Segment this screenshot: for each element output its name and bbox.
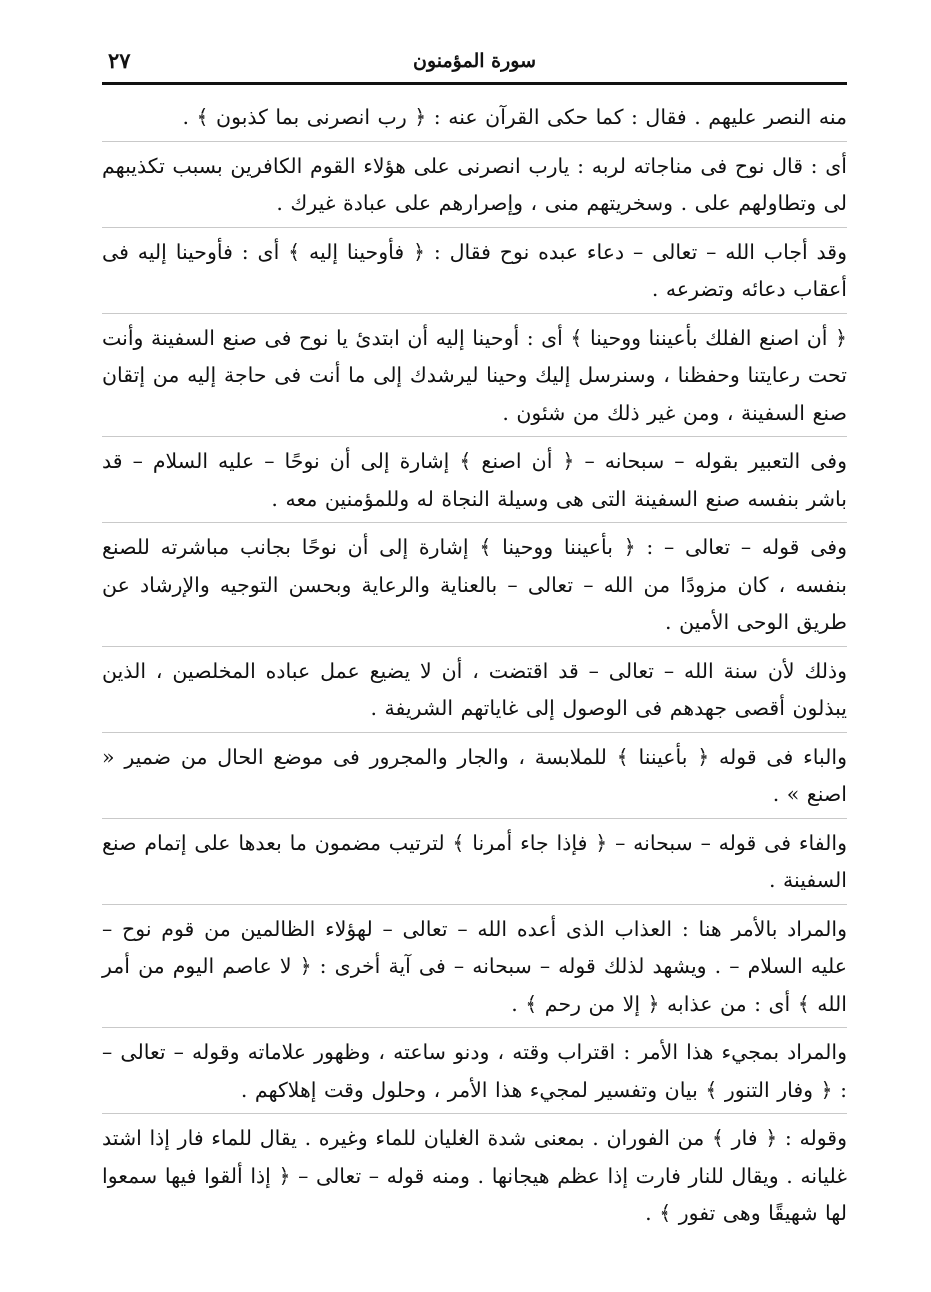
book-page (102, 40, 847, 1260)
page-header (102, 40, 847, 85)
paragraph: والمراد بمجيء هذا الأمر : اقتراب وقته ، ودنو ساعته ، وظهور علاماته وقوله – تعالى – : ﴿ وفار التنور ﴾ بيان وتفسير لمجيء هذا الأمر ، وحلول وقت إهلاكهم . (102, 1034, 847, 1114)
paragraph: منه النصر عليهم . فقال : كما حكى القرآن عنه : ﴿ رب انصرنى بما كذبون ﴾ . (102, 99, 847, 142)
paragraph: والباء فى قوله ﴿ بأعيننا ﴾ للملابسة ، والجار والمجرور فى موضع الحال من ضمير « اصنع » . (102, 739, 847, 819)
page-number: ٢٧ (108, 48, 131, 73)
paragraph: وقوله : ﴿ فار ﴾ من الفوران . بمعنى شدة الغليان للماء وغيره . يقال للماء فار إذا اشتد غليانه . ويقال للنار فارت إذا عظم هيجانها . ومنه قوله – تعالى – ﴿ إذا ألقوا فيها سمعوا لها شهيقًا وهى تفور ﴾ . (102, 1126, 847, 1225)
paragraph: ﴿ أن اصنع الفلك بأعيننا ووحينا ﴾ أى : أوحينا إليه أن ابتدئ يا نوح فى صنع السفينة وأنت تحت رعايتنا وحفظنا ، وسنرسل إليك وحينا ليرشدك إلى ما أنت فى حاجة إليه من إتقان صنع السفينة ، ومن غير ذلك من شئون . (102, 320, 847, 438)
paragraph: وذلك لأن سنة الله – تعالى – قد اقتضت ، أن لا يضيع عمل عباده المخلصين ، الذين يبذلون أقصى جهدهم فى الوصول إلى غاياتهم الشريفة . (102, 653, 847, 733)
paragraph: وفى التعبير بقوله – سبحانه – ﴿ أن اصنع ﴾ إشارة إلى أن نوحًا – عليه السلام – قد باشر بنفسه صنع السفينة التى هى وسيلة النجاة له وللمؤمنين معه . (102, 443, 847, 523)
paragraph: والمراد بالأمر هنا : العذاب الذى أعده الله – تعالى – لهؤلاء الظالمين من قوم نوح – عليه السلام – . ويشهد لذلك قوله – سبحانه – فى آية أخرى : ﴿ لا عاصم اليوم من أمر الله ﴾ أى : من عذابه ﴿ إلا من رحم ﴾ . (102, 911, 847, 1029)
surah-title: سورة المؤمنون (412, 50, 537, 72)
paragraph: أى : قال نوح فى مناجاته لربه : يارب انصرنى على هؤلاء القوم الكافرين بسبب تكذيبهم لى وتطاولهم على . وسخريتهم منى ، وإصرارهم على عبادة غيرك . (102, 148, 847, 228)
paragraph: والفاء فى قوله – سبحانه – ﴿ فإذا جاء أمرنا ﴾ لترتيب مضمون ما بعدها على إتمام صنع السفينة . (102, 825, 847, 905)
paragraph: وقد أجاب الله – تعالى – دعاء عبده نوح فقال : ﴿ فأوحينا إليه ﴾ أى : فأوحينا إليه فى أعقاب دعائه وتضرعه . (102, 234, 847, 314)
page-body (102, 85, 847, 1237)
paragraph: وفى قوله – تعالى – : ﴿ بأعيننا ووحينا ﴾ إشارة إلى أن نوحًا بجانب مباشرته للصنع بنفسه ، كان مزودًا من الله – تعالى – بالعناية والرعاية وبحسن التوجيه والإرشاد عن طريق الوحى الأمين . (102, 529, 847, 647)
